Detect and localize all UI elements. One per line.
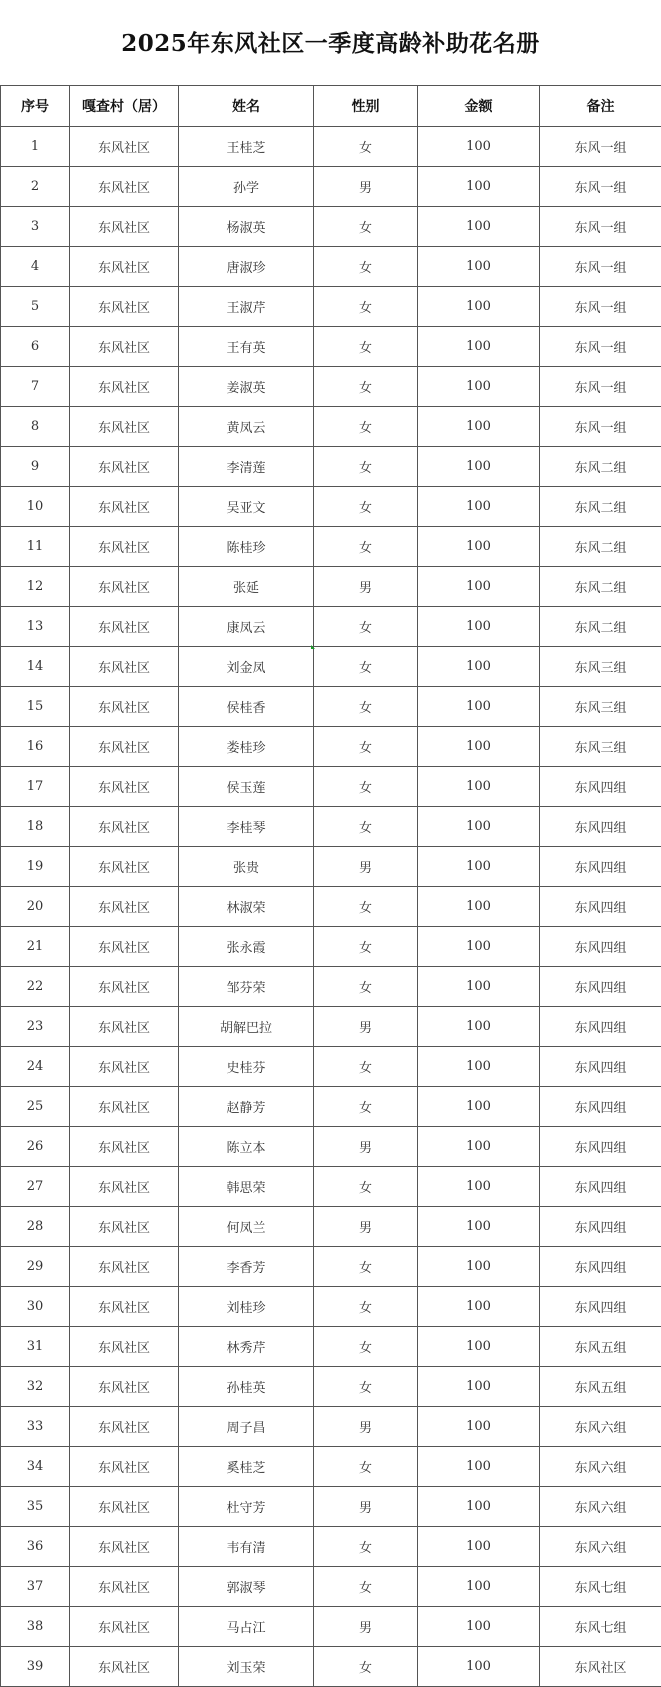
cell-gender: 男 xyxy=(314,567,418,607)
cell-note: 东风七组 xyxy=(540,1567,661,1607)
cell-gender: 女 xyxy=(314,447,418,487)
cell-name: 杨淑英 xyxy=(179,207,314,247)
table-row xyxy=(1,1367,661,1407)
cell-village: 东风社区 xyxy=(70,287,179,327)
cell-village: 东风社区 xyxy=(70,647,179,687)
header-village: 嘎查村（居） xyxy=(70,86,179,127)
cell-amount: 100 xyxy=(418,1207,540,1247)
cell-gender: 女 xyxy=(314,1087,418,1127)
cell-seq: 36 xyxy=(1,1527,70,1567)
table-row xyxy=(1,1207,661,1247)
cell-gender: 女 xyxy=(314,247,418,287)
cell-name: 胡解巴拉 xyxy=(179,1007,314,1047)
cell-gender: 男 xyxy=(314,1207,418,1247)
cell-seq: 39 xyxy=(1,1647,70,1687)
table-row xyxy=(1,1087,661,1127)
cell-village: 东风社区 xyxy=(70,807,179,847)
cell-village: 东风社区 xyxy=(70,367,179,407)
table-row xyxy=(1,527,661,567)
cell-gender: 男 xyxy=(314,1007,418,1047)
cell-amount: 100 xyxy=(418,1087,540,1127)
cell-amount: 100 xyxy=(418,527,540,567)
cell-gender: 女 xyxy=(314,1167,418,1207)
cell-note: 东风四组 xyxy=(540,1087,661,1127)
cell-note: 东风二组 xyxy=(540,487,661,527)
cell-seq: 32 xyxy=(1,1367,70,1407)
cell-name: 侯桂香 xyxy=(179,687,314,727)
cell-seq: 9 xyxy=(1,447,70,487)
cell-note: 东风六组 xyxy=(540,1527,661,1567)
cell-note: 东风二组 xyxy=(540,527,661,567)
cell-name: 王淑芹 xyxy=(179,287,314,327)
table-row xyxy=(1,887,661,927)
cell-village: 东风社区 xyxy=(70,1047,179,1087)
table-row xyxy=(1,1247,661,1287)
cell-note: 东风二组 xyxy=(540,447,661,487)
cell-amount: 100 xyxy=(418,247,540,287)
cell-village: 东风社区 xyxy=(70,967,179,1007)
cell-gender: 女 xyxy=(314,967,418,1007)
cell-village: 东风社区 xyxy=(70,767,179,807)
cell-note: 东风六组 xyxy=(540,1447,661,1487)
header-seq: 序号 xyxy=(1,86,70,127)
cell-village: 东风社区 xyxy=(70,607,179,647)
cell-village: 东风社区 xyxy=(70,487,179,527)
cell-village: 东风社区 xyxy=(70,687,179,727)
cell-amount: 100 xyxy=(418,647,540,687)
cell-village: 东风社区 xyxy=(70,1247,179,1287)
cell-gender: 女 xyxy=(314,367,418,407)
cell-village: 东风社区 xyxy=(70,1487,179,1527)
table-row xyxy=(1,407,661,447)
cell-name: 孙学 xyxy=(179,167,314,207)
cell-village: 东风社区 xyxy=(70,407,179,447)
cell-amount: 100 xyxy=(418,367,540,407)
table-row xyxy=(1,767,661,807)
cell-note: 东风四组 xyxy=(540,847,661,887)
header-name: 姓名 xyxy=(179,86,314,127)
cell-seq: 4 xyxy=(1,247,70,287)
cell-note: 东风社区 xyxy=(540,1647,661,1687)
cell-village: 东风社区 xyxy=(70,1527,179,1567)
cell-amount: 100 xyxy=(418,1167,540,1207)
cell-village: 东风社区 xyxy=(70,1327,179,1367)
cell-note: 东风四组 xyxy=(540,1167,661,1207)
cell-name: 马占江 xyxy=(179,1607,314,1647)
cell-note: 东风四组 xyxy=(540,1287,661,1327)
cell-name: 奚桂芝 xyxy=(179,1447,314,1487)
cell-gender: 女 xyxy=(314,1367,418,1407)
table-row xyxy=(1,1567,661,1607)
subsidy-roster-table xyxy=(0,85,661,1687)
cell-seq: 34 xyxy=(1,1447,70,1487)
cell-name: 陈立本 xyxy=(179,1127,314,1167)
cell-note: 东风四组 xyxy=(540,927,661,967)
cell-note: 东风一组 xyxy=(540,167,661,207)
table-row xyxy=(1,207,661,247)
table-row xyxy=(1,447,661,487)
cell-seq: 5 xyxy=(1,287,70,327)
cell-name: 林淑荣 xyxy=(179,887,314,927)
cell-name: 娄桂珍 xyxy=(179,727,314,767)
cell-seq: 1 xyxy=(1,127,70,167)
table-row xyxy=(1,847,661,887)
cell-name: 韩思荣 xyxy=(179,1167,314,1207)
table-row xyxy=(1,607,661,647)
cell-amount: 100 xyxy=(418,207,540,247)
cell-gender: 女 xyxy=(314,647,418,687)
cell-village: 东风社区 xyxy=(70,1087,179,1127)
cell-name: 孙桂英 xyxy=(179,1367,314,1407)
cell-village: 东风社区 xyxy=(70,447,179,487)
cell-name: 林秀芹 xyxy=(179,1327,314,1367)
cell-name: 刘金凤 xyxy=(179,647,314,687)
cell-seq: 24 xyxy=(1,1047,70,1087)
cell-note: 东风四组 xyxy=(540,1247,661,1287)
cell-name: 周子昌 xyxy=(179,1407,314,1447)
cell-comment-marker xyxy=(311,645,315,649)
cell-name: 唐淑珍 xyxy=(179,247,314,287)
cell-amount: 100 xyxy=(418,1407,540,1447)
cell-seq: 17 xyxy=(1,767,70,807)
cell-seq: 11 xyxy=(1,527,70,567)
cell-gender: 男 xyxy=(314,1407,418,1447)
cell-amount: 100 xyxy=(418,287,540,327)
cell-seq: 28 xyxy=(1,1207,70,1247)
cell-seq: 25 xyxy=(1,1087,70,1127)
cell-gender: 女 xyxy=(314,487,418,527)
cell-seq: 18 xyxy=(1,807,70,847)
cell-village: 东风社区 xyxy=(70,1167,179,1207)
cell-gender: 女 xyxy=(314,1287,418,1327)
cell-gender: 女 xyxy=(314,687,418,727)
cell-note: 东风一组 xyxy=(540,367,661,407)
cell-name: 邹芬荣 xyxy=(179,967,314,1007)
cell-village: 东风社区 xyxy=(70,887,179,927)
cell-seq: 35 xyxy=(1,1487,70,1527)
cell-gender: 女 xyxy=(314,127,418,167)
cell-amount: 100 xyxy=(418,767,540,807)
cell-amount: 100 xyxy=(418,687,540,727)
cell-seq: 6 xyxy=(1,327,70,367)
cell-gender: 女 xyxy=(314,207,418,247)
cell-note: 东风五组 xyxy=(540,1327,661,1367)
cell-name: 何凤兰 xyxy=(179,1207,314,1247)
table-row xyxy=(1,1527,661,1567)
cell-seq: 10 xyxy=(1,487,70,527)
cell-amount: 100 xyxy=(418,1127,540,1167)
cell-seq: 7 xyxy=(1,367,70,407)
cell-gender: 男 xyxy=(314,167,418,207)
cell-seq: 14 xyxy=(1,647,70,687)
table-row xyxy=(1,287,661,327)
cell-note: 东风二组 xyxy=(540,567,661,607)
cell-village: 东风社区 xyxy=(70,127,179,167)
cell-amount: 100 xyxy=(418,1007,540,1047)
cell-name: 张永霞 xyxy=(179,927,314,967)
cell-village: 东风社区 xyxy=(70,567,179,607)
table-row xyxy=(1,1047,661,1087)
cell-amount: 100 xyxy=(418,607,540,647)
cell-seq: 26 xyxy=(1,1127,70,1167)
cell-gender: 女 xyxy=(314,607,418,647)
cell-seq: 27 xyxy=(1,1167,70,1207)
cell-amount: 100 xyxy=(418,847,540,887)
table-row xyxy=(1,367,661,407)
cell-gender: 男 xyxy=(314,1607,418,1647)
cell-note: 东风一组 xyxy=(540,207,661,247)
cell-note: 东风四组 xyxy=(540,1007,661,1047)
table-row xyxy=(1,567,661,607)
cell-note: 东风一组 xyxy=(540,287,661,327)
cell-gender: 女 xyxy=(314,727,418,767)
title-band xyxy=(0,0,661,86)
cell-amount: 100 xyxy=(418,167,540,207)
cell-name: 张延 xyxy=(179,567,314,607)
cell-note: 东风四组 xyxy=(540,807,661,847)
cell-village: 东风社区 xyxy=(70,527,179,567)
cell-name: 郭淑琴 xyxy=(179,1567,314,1607)
table-row xyxy=(1,1287,661,1327)
cell-name: 张贵 xyxy=(179,847,314,887)
table-row xyxy=(1,687,661,727)
cell-note: 东风一组 xyxy=(540,247,661,287)
cell-amount: 100 xyxy=(418,727,540,767)
cell-amount: 100 xyxy=(418,1527,540,1567)
cell-seq: 8 xyxy=(1,407,70,447)
cell-amount: 100 xyxy=(418,1447,540,1487)
cell-seq: 12 xyxy=(1,567,70,607)
table-row xyxy=(1,327,661,367)
cell-note: 东风三组 xyxy=(540,687,661,727)
cell-note: 东风六组 xyxy=(540,1407,661,1447)
cell-seq: 20 xyxy=(1,887,70,927)
cell-amount: 100 xyxy=(418,887,540,927)
table-row xyxy=(1,1407,661,1447)
cell-gender: 男 xyxy=(314,1127,418,1167)
cell-note: 东风三组 xyxy=(540,647,661,687)
cell-amount: 100 xyxy=(418,1327,540,1367)
cell-name: 侯玉莲 xyxy=(179,767,314,807)
cell-gender: 女 xyxy=(314,1647,418,1687)
cell-amount: 100 xyxy=(418,927,540,967)
cell-name: 赵静芳 xyxy=(179,1087,314,1127)
cell-note: 东风四组 xyxy=(540,1047,661,1087)
table-row xyxy=(1,807,661,847)
cell-name: 姜淑英 xyxy=(179,367,314,407)
cell-gender: 男 xyxy=(314,1487,418,1527)
cell-note: 东风四组 xyxy=(540,1127,661,1167)
cell-name: 王桂芝 xyxy=(179,127,314,167)
cell-seq: 29 xyxy=(1,1247,70,1287)
cell-name: 李香芳 xyxy=(179,1247,314,1287)
cell-name: 韦有清 xyxy=(179,1527,314,1567)
cell-amount: 100 xyxy=(418,1287,540,1327)
cell-village: 东风社区 xyxy=(70,927,179,967)
cell-amount: 100 xyxy=(418,1247,540,1287)
cell-seq: 22 xyxy=(1,967,70,1007)
cell-gender: 女 xyxy=(314,1527,418,1567)
cell-gender: 女 xyxy=(314,927,418,967)
cell-amount: 100 xyxy=(418,127,540,167)
cell-village: 东风社区 xyxy=(70,1127,179,1167)
cell-name: 杜守芳 xyxy=(179,1487,314,1527)
cell-village: 东风社区 xyxy=(70,327,179,367)
cell-gender: 男 xyxy=(314,847,418,887)
cell-note: 东风五组 xyxy=(540,1367,661,1407)
cell-name: 陈桂珍 xyxy=(179,527,314,567)
cell-gender: 女 xyxy=(314,807,418,847)
cell-amount: 100 xyxy=(418,807,540,847)
cell-gender: 女 xyxy=(314,1047,418,1087)
cell-seq: 15 xyxy=(1,687,70,727)
cell-amount: 100 xyxy=(418,327,540,367)
cell-gender: 女 xyxy=(314,287,418,327)
cell-village: 东风社区 xyxy=(70,1287,179,1327)
table-row xyxy=(1,127,661,167)
page-title: 2025年东风社区一季度高龄补助花名册 xyxy=(121,30,540,57)
table-row xyxy=(1,167,661,207)
cell-name: 刘桂珍 xyxy=(179,1287,314,1327)
cell-amount: 100 xyxy=(418,967,540,1007)
cell-name: 李清莲 xyxy=(179,447,314,487)
cell-note: 东风一组 xyxy=(540,127,661,167)
cell-name: 李桂琴 xyxy=(179,807,314,847)
table-row xyxy=(1,927,661,967)
cell-name: 黄凤云 xyxy=(179,407,314,447)
roster-body xyxy=(1,127,661,1687)
cell-note: 东风四组 xyxy=(540,767,661,807)
cell-amount: 100 xyxy=(418,407,540,447)
header-amount: 金额 xyxy=(418,86,540,127)
table-row xyxy=(1,1007,661,1047)
cell-seq: 31 xyxy=(1,1327,70,1367)
cell-gender: 女 xyxy=(314,1447,418,1487)
cell-name: 王有英 xyxy=(179,327,314,367)
cell-village: 东风社区 xyxy=(70,1607,179,1647)
cell-note: 东风四组 xyxy=(540,967,661,1007)
cell-gender: 女 xyxy=(314,767,418,807)
cell-note: 东风四组 xyxy=(540,887,661,927)
cell-village: 东风社区 xyxy=(70,727,179,767)
cell-gender: 女 xyxy=(314,327,418,367)
cell-seq: 38 xyxy=(1,1607,70,1647)
cell-amount: 100 xyxy=(418,1367,540,1407)
cell-gender: 女 xyxy=(314,887,418,927)
cell-seq: 37 xyxy=(1,1567,70,1607)
cell-name: 刘玉荣 xyxy=(179,1647,314,1687)
table-row xyxy=(1,647,661,687)
cell-village: 东风社区 xyxy=(70,247,179,287)
cell-amount: 100 xyxy=(418,1607,540,1647)
cell-village: 东风社区 xyxy=(70,1367,179,1407)
cell-gender: 女 xyxy=(314,407,418,447)
cell-note: 东风一组 xyxy=(540,407,661,447)
cell-amount: 100 xyxy=(418,447,540,487)
table-row xyxy=(1,1327,661,1367)
cell-name: 吴亚文 xyxy=(179,487,314,527)
cell-village: 东风社区 xyxy=(70,1447,179,1487)
table-row xyxy=(1,1447,661,1487)
cell-village: 东风社区 xyxy=(70,1647,179,1687)
header-gender: 性别 xyxy=(314,86,418,127)
cell-seq: 16 xyxy=(1,727,70,767)
cell-name: 康凤云 xyxy=(179,607,314,647)
header-note: 备注 xyxy=(540,86,661,127)
cell-village: 东风社区 xyxy=(70,1207,179,1247)
cell-gender: 女 xyxy=(314,1567,418,1607)
table-row xyxy=(1,1487,661,1527)
cell-seq: 2 xyxy=(1,167,70,207)
cell-seq: 19 xyxy=(1,847,70,887)
table-row xyxy=(1,1167,661,1207)
table-row xyxy=(1,487,661,527)
cell-seq: 23 xyxy=(1,1007,70,1047)
cell-seq: 3 xyxy=(1,207,70,247)
cell-gender: 女 xyxy=(314,527,418,567)
cell-seq: 30 xyxy=(1,1287,70,1327)
cell-seq: 33 xyxy=(1,1407,70,1447)
cell-gender: 女 xyxy=(314,1327,418,1367)
cell-amount: 100 xyxy=(418,487,540,527)
cell-village: 东风社区 xyxy=(70,847,179,887)
cell-name: 史桂芬 xyxy=(179,1047,314,1087)
header-row xyxy=(1,86,661,127)
cell-amount: 100 xyxy=(418,1647,540,1687)
cell-gender: 女 xyxy=(314,1247,418,1287)
cell-note: 东风一组 xyxy=(540,327,661,367)
table-row xyxy=(1,727,661,767)
cell-village: 东风社区 xyxy=(70,1007,179,1047)
cell-amount: 100 xyxy=(418,1567,540,1607)
cell-village: 东风社区 xyxy=(70,1407,179,1447)
cell-seq: 21 xyxy=(1,927,70,967)
cell-amount: 100 xyxy=(418,567,540,607)
cell-village: 东风社区 xyxy=(70,1567,179,1607)
cell-amount: 100 xyxy=(418,1047,540,1087)
cell-note: 东风四组 xyxy=(540,1207,661,1247)
cell-note: 东风三组 xyxy=(540,727,661,767)
cell-seq: 13 xyxy=(1,607,70,647)
cell-village: 东风社区 xyxy=(70,167,179,207)
table-row xyxy=(1,1607,661,1647)
table-row xyxy=(1,1647,661,1687)
cell-amount: 100 xyxy=(418,1487,540,1527)
cell-note: 东风六组 xyxy=(540,1487,661,1527)
cell-note: 东风七组 xyxy=(540,1607,661,1647)
table-row xyxy=(1,967,661,1007)
cell-note: 东风二组 xyxy=(540,607,661,647)
table-row xyxy=(1,247,661,287)
cell-village: 东风社区 xyxy=(70,207,179,247)
table-row xyxy=(1,1127,661,1167)
